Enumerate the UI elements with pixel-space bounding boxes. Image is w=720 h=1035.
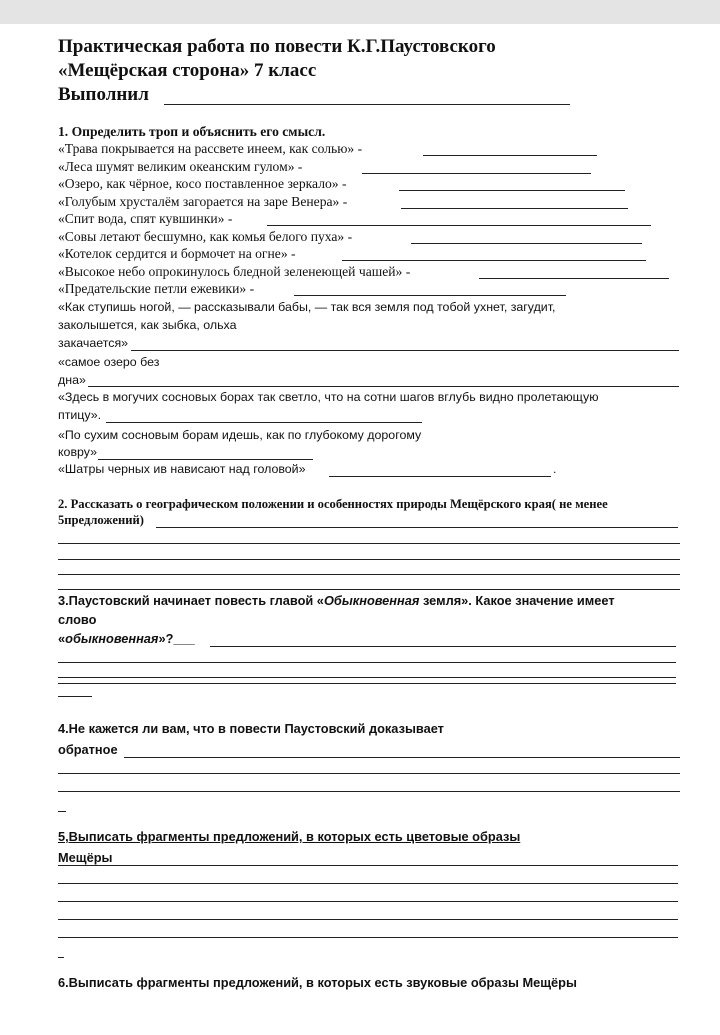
q1-quote-line: заколышется, как зыбка, ольха <box>58 318 237 332</box>
q1-answer-blank[interactable] <box>399 190 625 191</box>
q2-answer-blank[interactable] <box>58 589 680 590</box>
worksheet-page <box>0 24 720 1035</box>
q2-heading-line-1: 2. Рассказать о географическом положении и особенностях природы Мещёрского края( не менее <box>58 497 608 511</box>
q3-heading-line-3 <box>58 631 195 646</box>
q3-answer-blank[interactable] <box>210 646 676 647</box>
q1-answer-blank[interactable] <box>131 350 679 351</box>
q1-quote-line: дна» <box>58 373 86 387</box>
q1-item: «Леса шумят великим океанским гулом» - <box>58 159 303 174</box>
q1-answer-blank[interactable] <box>401 208 628 209</box>
q1-answer-blank[interactable] <box>106 422 422 423</box>
q1-answer-blank[interactable] <box>423 155 597 156</box>
viewer-top-bar <box>0 0 720 24</box>
q5-answer-blank[interactable] <box>58 901 678 902</box>
q4-answer-blank[interactable] <box>58 791 680 792</box>
q1-item: «Высокое небо опрокинулось бледной зеленеющей чашей» - <box>58 264 411 279</box>
q1-answer-blank[interactable] <box>329 476 551 477</box>
q1-item: «Спит вода, спят кувшинки» - <box>58 211 233 226</box>
q1-item: «Котелок сердится и бормочет на огне» - <box>58 246 296 261</box>
q1-answer-blank[interactable] <box>267 225 651 226</box>
q1-item: «Предательские петли ежевики» - <box>58 281 255 296</box>
q1-answer-blank[interactable] <box>411 243 642 244</box>
author-blank[interactable] <box>164 104 570 105</box>
q1-answer-blank[interactable] <box>342 260 646 261</box>
q4-heading-line-1: 4.Не кажется ли вам, что в повести Паустовский доказывает <box>58 721 444 736</box>
q3-middle: земля». Какое значение имеет <box>419 593 615 608</box>
q1-answer-blank[interactable] <box>88 386 679 387</box>
q3-italic-word-2: обыкновенная <box>65 631 159 646</box>
q3-heading-line-2: слово <box>58 612 97 627</box>
q1-quote-line: птицу». <box>58 408 102 422</box>
q3-prefix: 3.Паустовский начинает повесть главой « <box>58 593 324 608</box>
q1-heading: 1. Определить троп и объяснить его смысл. <box>58 124 326 139</box>
q2-answer-blank[interactable] <box>156 527 678 528</box>
q1-quote-line: «самое озеро без <box>58 355 160 369</box>
q4-answer-blank[interactable] <box>58 773 680 774</box>
q3-answer-blank[interactable] <box>58 683 676 684</box>
q4-answer-blank[interactable] <box>58 811 66 812</box>
q1-quote-line: ковру» <box>58 445 98 459</box>
q1-answer-blank[interactable] <box>98 459 313 460</box>
q5-answer-blank[interactable] <box>58 937 678 938</box>
q1-item: «Совы летают бесшумно, как комья белого пуха» - <box>58 229 353 244</box>
q1-quote-line: «Как ступишь ногой, — рассказывали бабы, — так вся земля под тобой ухнет, загудит, <box>58 300 556 314</box>
q3-heading-line-1 <box>58 593 615 608</box>
q6-heading: 6.Выписать фрагменты предложений, в которых есть звуковые образы Мещёры <box>58 975 577 990</box>
q1-quote-line: «Здесь в могучих сосновых борах так светло, что на сотни шагов вглубь видно пролетающую <box>58 390 599 404</box>
q1-answer-blank[interactable] <box>479 278 669 279</box>
q5-answer-blank[interactable] <box>58 883 678 884</box>
q5-answer-blank[interactable] <box>58 957 64 958</box>
q1-answer-blank[interactable] <box>294 295 566 296</box>
author-label: Выполнил <box>58 84 149 105</box>
q1-item: «Озеро, как чёрное, косо поставленное зеркало» - <box>58 176 347 191</box>
q3-underscore: ___ <box>173 631 195 646</box>
title-line-1: Практическая работа по повести К.Г.Паустовского <box>58 36 496 57</box>
q3-close-quote: »? <box>158 631 174 646</box>
q2-heading-line-2: 5предложений) <box>58 513 144 527</box>
title-line-2: «Мещёрская сторона» 7 класс <box>58 60 317 81</box>
q5-answer-blank[interactable] <box>58 865 678 866</box>
q3-answer-blank[interactable] <box>58 662 676 663</box>
q1-quote-line: «По сухим сосновым борам идешь, как по глубокому дорогому <box>58 428 422 442</box>
q2-answer-blank[interactable] <box>58 559 680 560</box>
q3-answer-blank[interactable] <box>58 677 676 678</box>
q2-answer-blank[interactable] <box>58 543 680 544</box>
q1-item: «Трава покрывается на рассвете инеем, как солью» - <box>58 141 363 156</box>
q1-quote-line: «Шатры черных ив нависают над головой» <box>58 462 306 476</box>
q1-item: «Голубым хрусталём загорается на заре Венера» - <box>58 194 348 209</box>
q5-heading-line-1: 5,Выписать фрагменты предложений, в которых есть цветовые образы <box>58 829 521 844</box>
q3-italic-word: Обыкновенная <box>323 593 420 608</box>
q5-heading-line-2: Мещёры <box>58 850 113 865</box>
q3-open-quote: « <box>58 631 66 646</box>
q4-heading-line-2: обратное <box>58 742 118 757</box>
q5-answer-blank[interactable] <box>58 919 678 920</box>
q4-answer-blank[interactable] <box>124 757 680 758</box>
q2-answer-blank[interactable] <box>58 574 680 575</box>
q1-quote-line: закачается» <box>58 336 129 350</box>
q1-answer-blank[interactable] <box>362 173 591 174</box>
q3-answer-blank[interactable] <box>58 696 92 697</box>
q1-quote-end: . <box>553 462 557 476</box>
